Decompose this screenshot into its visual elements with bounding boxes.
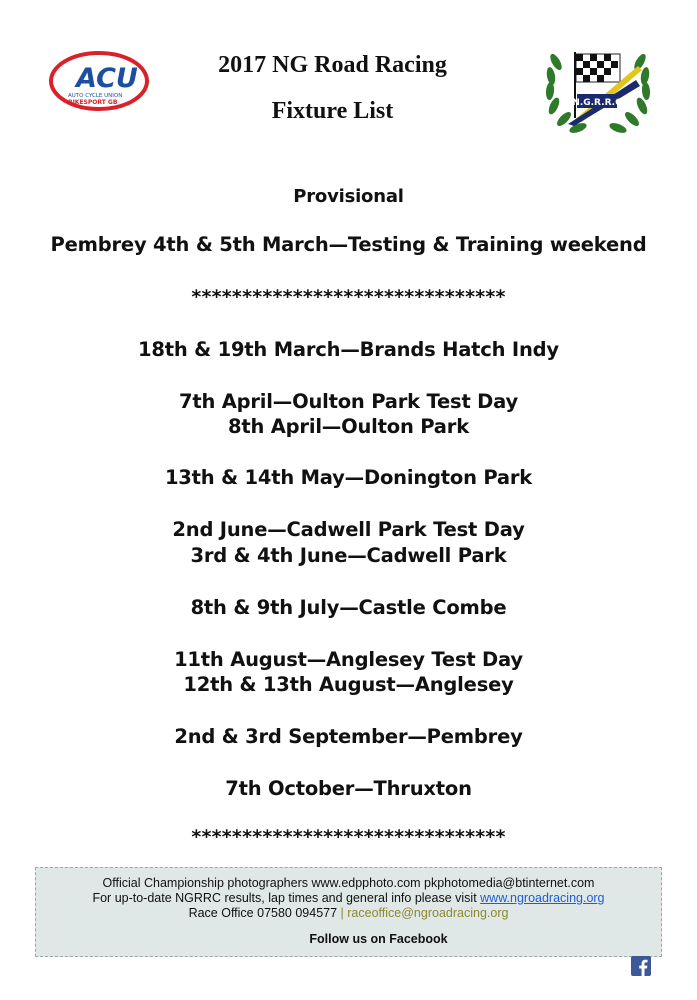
provisional-label: Provisional [293, 186, 404, 207]
race-office-line [36, 906, 661, 920]
divider-stars-bottom: ******************************* [191, 826, 506, 848]
acu-logo-sub1: AUTO CYCLE UNION [68, 93, 123, 99]
photographers-line: Official Championship photographers www.edpphoto.com pkphotomedia@btinternet.com [102, 876, 595, 890]
footer-info-box [35, 867, 662, 957]
page-title: 2017 NG Road Racing [218, 52, 447, 78]
facebook-icon[interactable] [631, 956, 651, 976]
fixture-cadwell-park: 3rd & 4th June—Cadwell Park [190, 544, 507, 567]
fixture-anglesey-test: 11th August—Anglesey Test Day [174, 648, 523, 671]
fixture-brands-hatch: 18th & 19th March—Brands Hatch Indy [138, 338, 559, 361]
separator: | [337, 906, 348, 920]
fixture-pembrey: 2nd & 3rd September—Pembrey [174, 725, 523, 748]
race-office-email[interactable]: raceoffice@ngroadracing.org [347, 906, 509, 920]
race-office-phone: Race Office 07580 094577 [188, 906, 338, 920]
acu-logo-sub2: BIKESPORT GB [68, 99, 118, 106]
fixture-castle-combe: 8th & 9th July—Castle Combe [190, 596, 507, 619]
testing-weekend: Pembrey 4th & 5th March—Testing & Training weekend [50, 233, 647, 256]
divider-stars-top: ******************************* [191, 286, 506, 308]
follow-facebook-text: Follow us on Facebook [309, 932, 448, 946]
fixture-anglesey: 12th & 13th August—Anglesey [183, 673, 514, 696]
fixture-oulton-test: 7th April—Oulton Park Test Day [178, 390, 519, 413]
results-text: For up-to-date NGRRC results, lap times and general info please visit [92, 891, 481, 905]
page-subtitle: Fixture List [271, 98, 394, 124]
results-line [36, 891, 661, 905]
fixture-oulton-park: 8th April—Oulton Park [228, 415, 469, 438]
acu-logo-text: ACU [76, 63, 138, 94]
fixture-cadwell-test: 2nd June—Cadwell Park Test Day [172, 518, 525, 541]
acu-logo [48, 50, 150, 112]
fixture-thruxton: 7th October—Thruxton [225, 777, 472, 800]
ngrrc-logo-text: N.G.R.R.C [572, 98, 622, 108]
fixture-donington: 13th & 14th May—Donington Park [164, 466, 533, 489]
website-link[interactable]: www.ngroadracing.org [480, 891, 605, 905]
ngrrc-logo [542, 40, 654, 140]
